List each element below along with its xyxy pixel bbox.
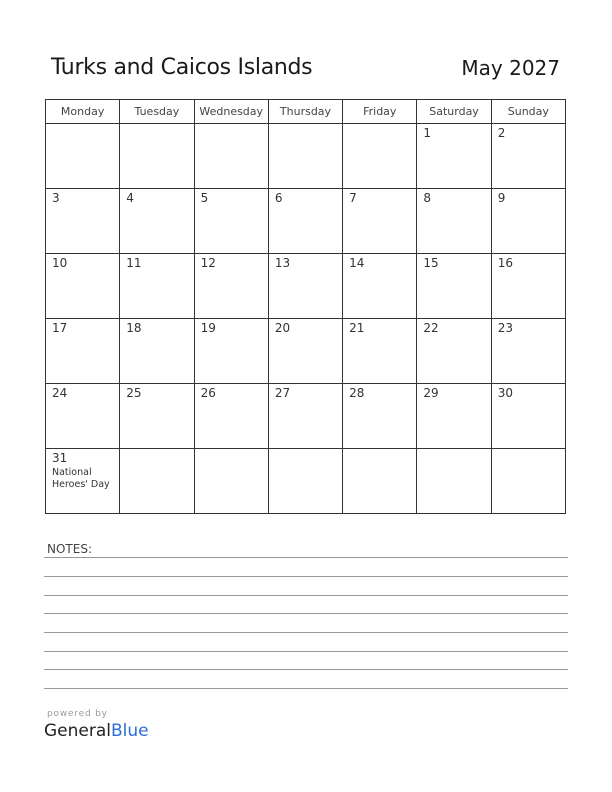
weekday-header: Saturday	[417, 100, 491, 124]
calendar-body	[46, 124, 566, 514]
note-line	[44, 595, 568, 596]
week-row	[46, 319, 566, 384]
day-cell	[120, 124, 194, 189]
weekday-header: Monday	[46, 100, 120, 124]
month-label: May 2027	[461, 56, 560, 80]
day-cell	[343, 449, 417, 514]
day-cell	[343, 189, 417, 254]
note-line	[44, 632, 568, 633]
day-number: 10	[52, 256, 68, 270]
holiday-label: National Heroes' Day	[52, 467, 110, 490]
day-number: 9	[497, 191, 506, 205]
day-cell	[120, 254, 194, 319]
day-cell	[268, 189, 342, 254]
day-cell	[343, 124, 417, 189]
note-line	[44, 576, 568, 577]
day-number: 19	[200, 321, 216, 335]
day-number: 20	[274, 321, 291, 335]
day-cell	[491, 124, 565, 189]
day-cell	[194, 384, 268, 449]
brand-blue: Blue	[111, 721, 149, 741]
week-row	[46, 449, 566, 514]
day-cell	[268, 449, 342, 514]
day-cell	[120, 384, 194, 449]
day-cell	[417, 319, 491, 384]
weekday-header: Wednesday	[194, 100, 268, 124]
notes-label: NOTES:	[47, 542, 92, 556]
day-number: 18	[126, 321, 142, 335]
weekday-header-row	[46, 100, 566, 124]
day-cell	[194, 189, 268, 254]
day-number: 1	[423, 126, 432, 140]
day-number: 12	[200, 256, 216, 270]
week-row	[46, 384, 566, 449]
day-cell	[46, 449, 120, 514]
day-cell	[343, 319, 417, 384]
week-row	[46, 124, 566, 189]
day-number: 13	[274, 256, 291, 270]
day-cell	[491, 449, 565, 514]
brand-general: General	[44, 721, 111, 741]
day-cell	[268, 254, 342, 319]
powered-by-text: powered by	[47, 709, 108, 719]
day-number: 25	[126, 386, 142, 400]
note-line	[44, 557, 568, 558]
day-cell	[417, 384, 491, 449]
day-cell	[194, 254, 268, 319]
weekday-header: Tuesday	[120, 100, 194, 124]
day-number: 28	[349, 386, 365, 400]
day-cell	[46, 124, 120, 189]
day-number: 16	[497, 256, 513, 270]
day-number: 5	[200, 191, 209, 205]
day-number: 31	[52, 451, 68, 465]
day-number: 17	[52, 321, 68, 335]
calendar-title: Turks and Caicos Islands	[51, 55, 313, 80]
day-cell	[120, 189, 194, 254]
note-line	[44, 688, 568, 689]
day-cell	[417, 449, 491, 514]
note-line	[44, 613, 568, 614]
week-row	[46, 254, 566, 319]
brand-logo	[44, 721, 149, 741]
weekday-header: Friday	[343, 100, 417, 124]
day-cell	[417, 254, 491, 319]
day-cell	[268, 319, 342, 384]
day-number: 30	[497, 386, 513, 400]
day-number: 23	[497, 321, 513, 335]
day-number: 11	[126, 256, 142, 270]
day-number: 27	[274, 386, 291, 400]
day-number: 7	[349, 191, 357, 205]
day-number: 14	[349, 256, 365, 270]
day-number: 26	[200, 386, 216, 400]
day-cell	[120, 319, 194, 384]
day-cell	[46, 189, 120, 254]
day-cell	[491, 319, 565, 384]
day-cell	[268, 124, 342, 189]
day-cell	[491, 189, 565, 254]
day-cell	[491, 254, 565, 319]
day-cell	[194, 319, 268, 384]
day-number: 21	[349, 321, 365, 335]
day-number: 2	[497, 126, 506, 140]
day-number: 4	[126, 191, 134, 205]
day-cell	[46, 254, 120, 319]
day-number: 15	[423, 256, 439, 270]
day-cell	[194, 124, 268, 189]
day-number: 8	[423, 191, 432, 205]
day-cell	[46, 319, 120, 384]
weekday-header: Sunday	[491, 100, 565, 124]
day-number: 3	[52, 191, 60, 205]
weekday-header: Thursday	[268, 100, 342, 124]
day-number: 6	[274, 191, 283, 205]
day-cell	[343, 384, 417, 449]
day-cell	[343, 254, 417, 319]
day-cell	[417, 189, 491, 254]
day-cell	[194, 449, 268, 514]
week-row	[46, 189, 566, 254]
day-cell	[46, 384, 120, 449]
calendar-grid	[45, 99, 566, 514]
day-number: 24	[52, 386, 68, 400]
note-line	[44, 669, 568, 670]
day-number: 22	[423, 321, 439, 335]
day-number: 29	[423, 386, 439, 400]
day-cell	[120, 449, 194, 514]
day-cell	[417, 124, 491, 189]
day-cell	[491, 384, 565, 449]
note-line	[44, 651, 568, 652]
day-cell	[268, 384, 342, 449]
